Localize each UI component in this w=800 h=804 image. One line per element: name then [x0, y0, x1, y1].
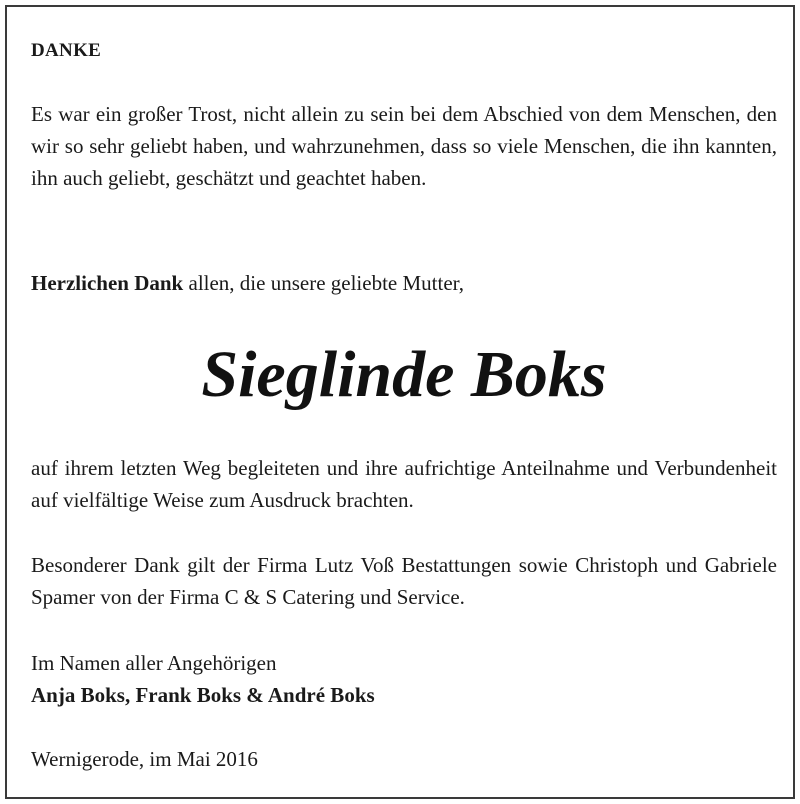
special-thanks-paragraph: Besonderer Dank gilt der Firma Lutz Voß Bestattungen sowie Christoph und Gabriele Spamer von der Firma C & S Catering und Service.: [31, 553, 777, 609]
thanks-bold-text: Herzlichen Dank: [31, 271, 184, 295]
deceased-name: Sieglinde Boks: [201, 338, 607, 411]
body-paragraph: auf ihrem letzten Weg begleiteten und ihre aufrichtige Anteilnahme und Verbundenheit auf vielfältige Weise zum Ausdruck brachten.: [31, 456, 777, 512]
place-date: Wernigerode, im Mai 2016: [31, 747, 258, 771]
notice-frame: [5, 5, 795, 799]
intro-paragraph: Es war ein großer Trost, nicht allein zu sein bei dem Abschied von dem Menschen, den wir so sehr geliebt haben, und wahrzunehmen, dass so viele Menschen, die ihn kannten, ihn auch geliebt, geschätzt und geachtet haben.: [31, 102, 777, 190]
notice-heading: DANKE: [31, 40, 102, 61]
signatories: Anja Boks, Frank Boks & André Boks: [31, 683, 375, 707]
signature-line: Im Namen aller Angehörigen: [31, 651, 277, 675]
thanks-rest-text: allen, die unsere geliebte Mutter,: [183, 271, 465, 295]
thanks-paragraph: [31, 267, 777, 299]
